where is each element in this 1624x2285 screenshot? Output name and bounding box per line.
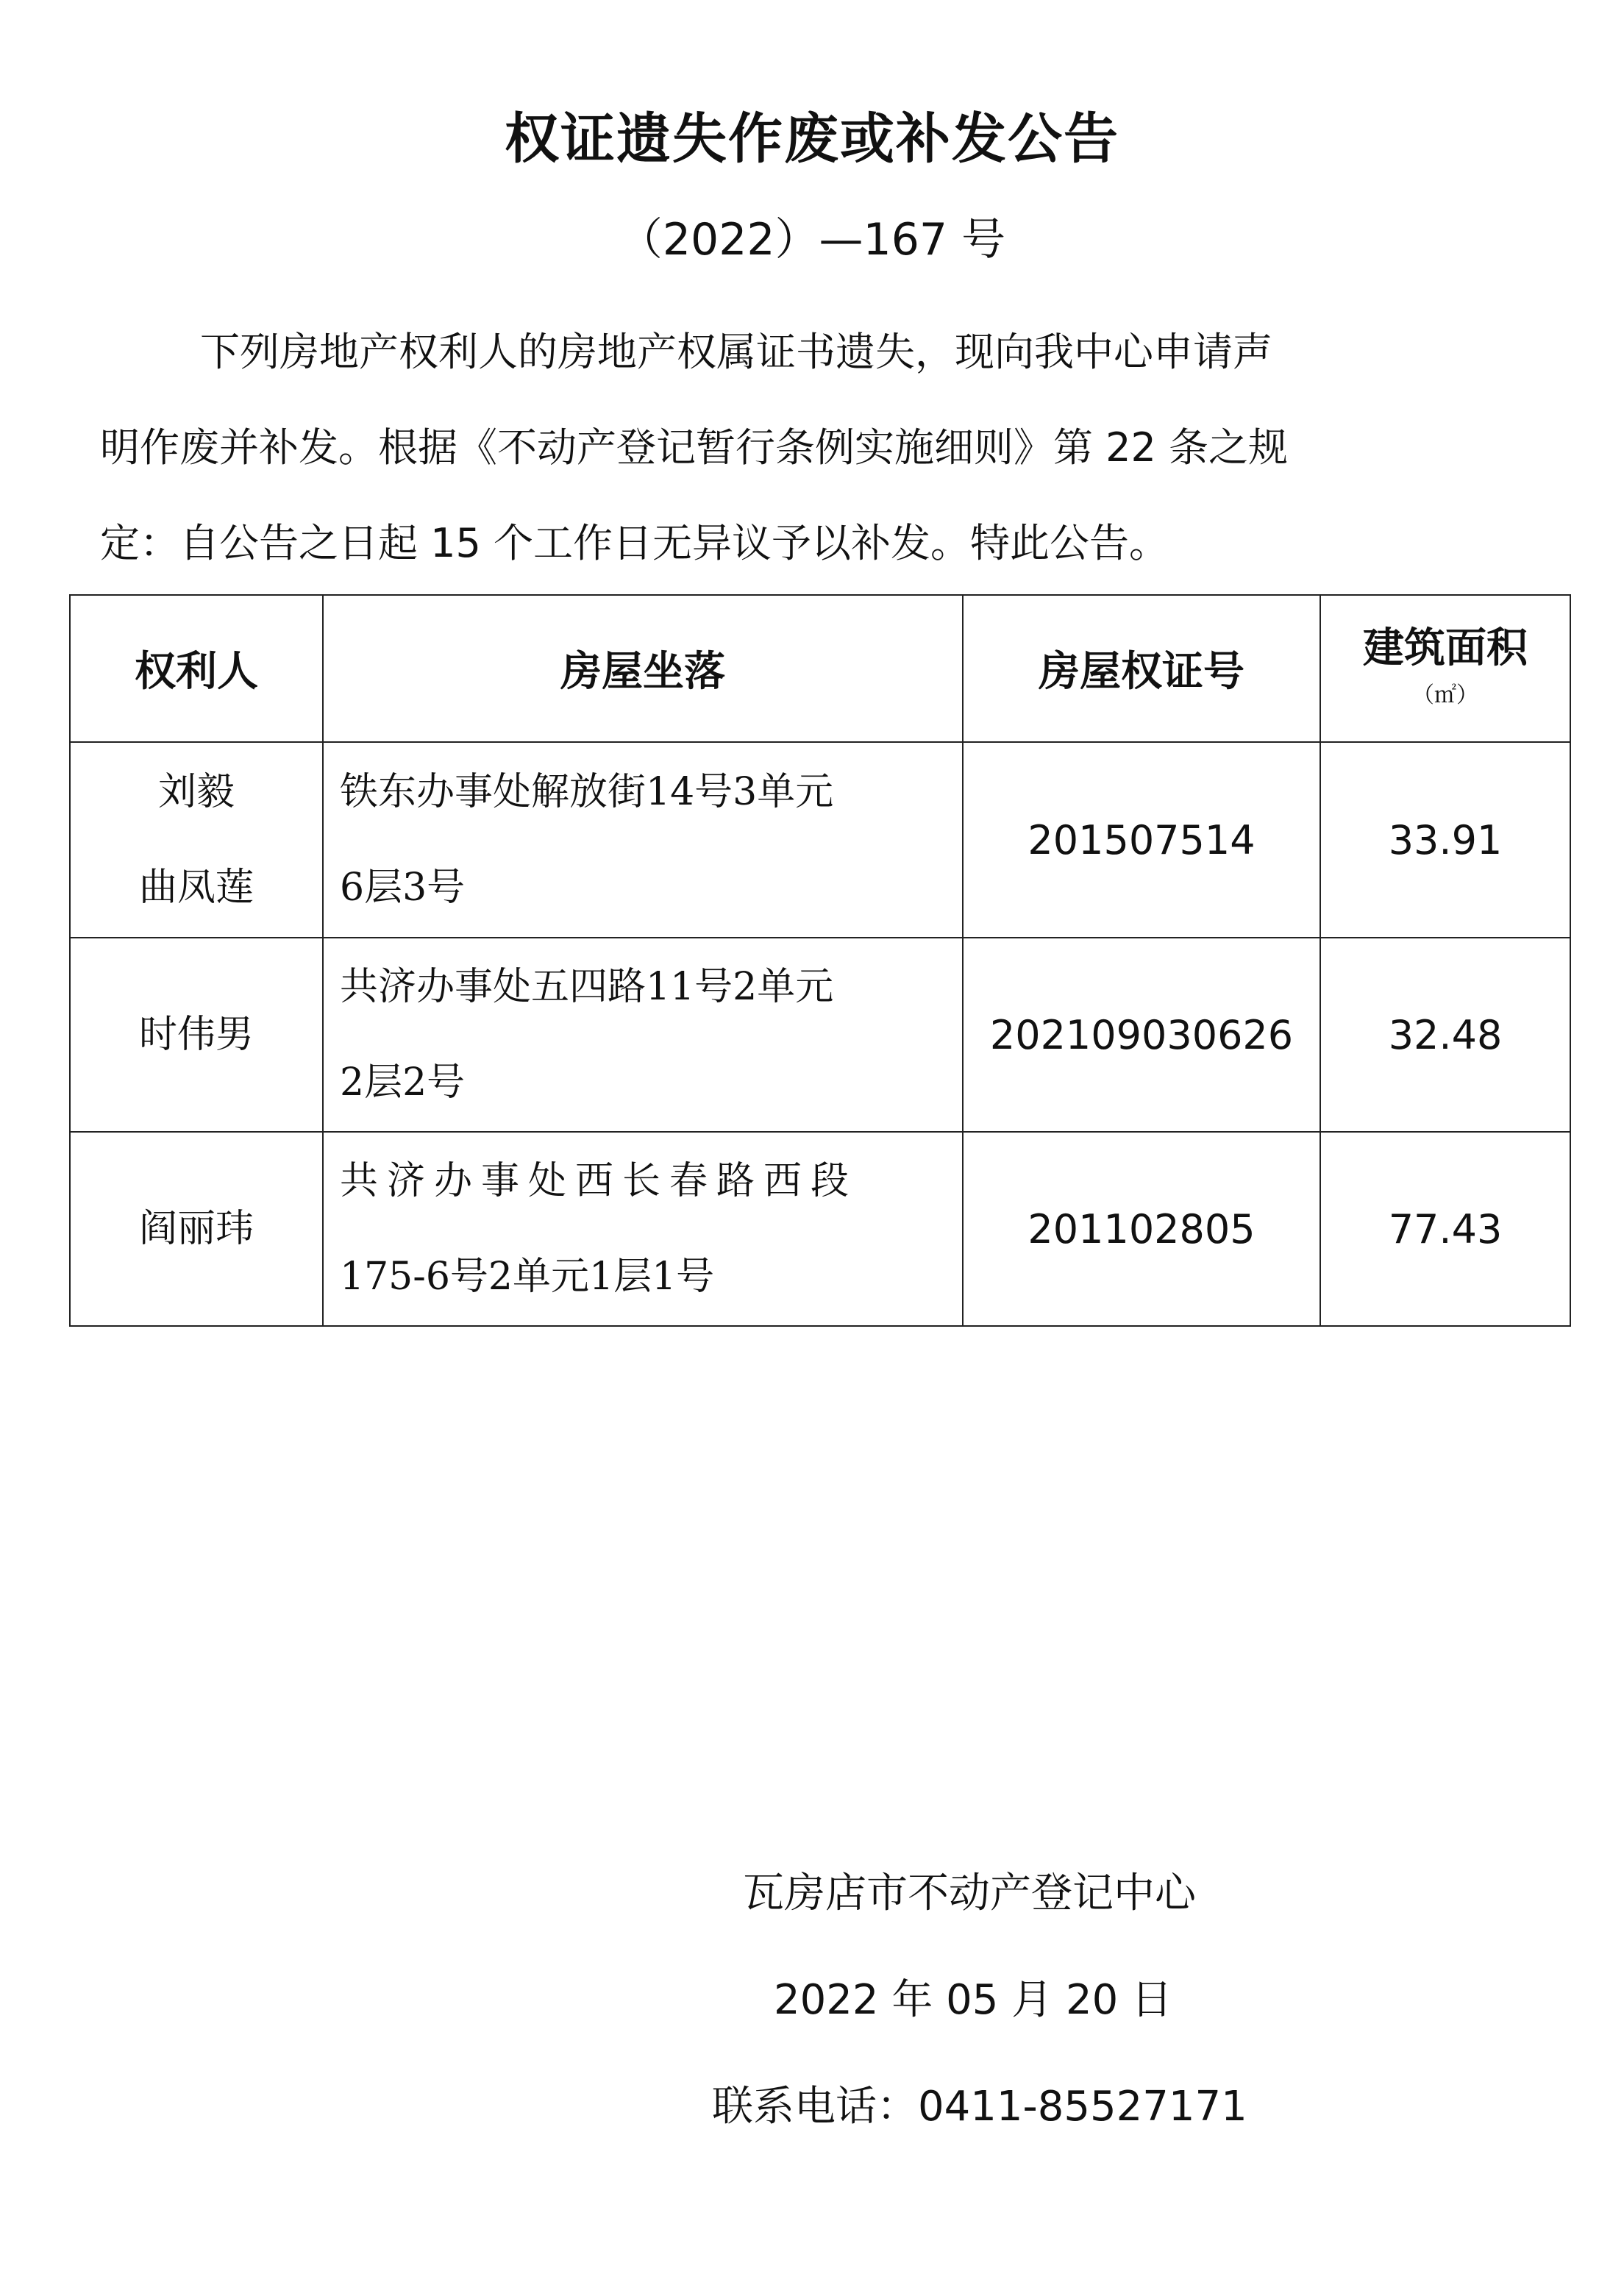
location-line: 共济办事处西长春路西段 (340, 1159, 858, 1203)
issuing-organization: 瓦房店市不动产登记中心 (743, 1869, 1196, 1917)
notice-number: （2022）—167 号 (618, 214, 1006, 265)
area-cell: 32.48 (1320, 938, 1570, 1132)
header-holder: 权利人 (70, 595, 323, 742)
issue-date: 2022 年 05 月 20 日 (774, 1976, 1173, 2024)
location-cell (323, 938, 963, 1132)
header-area-unit: （㎡） (1412, 682, 1478, 708)
header-location: 房屋坐落 (323, 595, 963, 742)
holder-name: 阎丽玮 (138, 1207, 254, 1251)
holder-name: 曲凤莲 (138, 866, 254, 910)
paragraph-line: 下列房地产权利人的房地产权属证书遗失，现向我中心申请声 (200, 329, 1272, 375)
records-table (69, 594, 1571, 1327)
contact-phone: 联系电话：0411-85527171 (712, 2083, 1247, 2131)
holder-cell (70, 1132, 323, 1326)
table-header-row (70, 595, 1570, 742)
location-cell (323, 1132, 963, 1326)
cert-no-cell: 201102805 (963, 1132, 1320, 1326)
location-line: 2层2号 (340, 1060, 466, 1105)
table-row (70, 742, 1570, 938)
location-line: 铁东办事处解放街14号3单元 (340, 770, 834, 814)
paragraph-line: 定：自公告之日起 15 个工作日无异议予以补发。特此公告。 (100, 520, 1169, 566)
notice-title: 权证遗失作废或补发公告 (505, 107, 1119, 171)
header-area-label: 建筑面积 (1363, 624, 1528, 672)
holder-cell (70, 938, 323, 1132)
paragraph-line: 明作废并补发。根据《不动产登记暂行条例实施细则》第 22 条之规 (100, 424, 1289, 471)
cert-no-cell: 201507514 (963, 742, 1320, 938)
location-line: 6层3号 (340, 866, 466, 910)
table-row (70, 938, 1570, 1132)
area-cell: 77.43 (1320, 1132, 1570, 1326)
holder-cell (70, 742, 323, 938)
header-cert-no: 房屋权证号 (963, 595, 1320, 742)
holder-name: 刘毅 (157, 770, 235, 814)
table-row (70, 1132, 1570, 1326)
location-cell (323, 742, 963, 938)
cert-no-cell: 202109030626 (963, 938, 1320, 1132)
notice-paragraph (100, 304, 1542, 591)
area-cell: 33.91 (1320, 742, 1570, 938)
location-line: 共济办事处五四路11号2单元 (340, 965, 834, 1009)
holder-name: 时伟男 (138, 1013, 254, 1057)
location-line: 175-6号2单元1层1号 (340, 1255, 715, 1299)
header-area (1320, 595, 1570, 742)
